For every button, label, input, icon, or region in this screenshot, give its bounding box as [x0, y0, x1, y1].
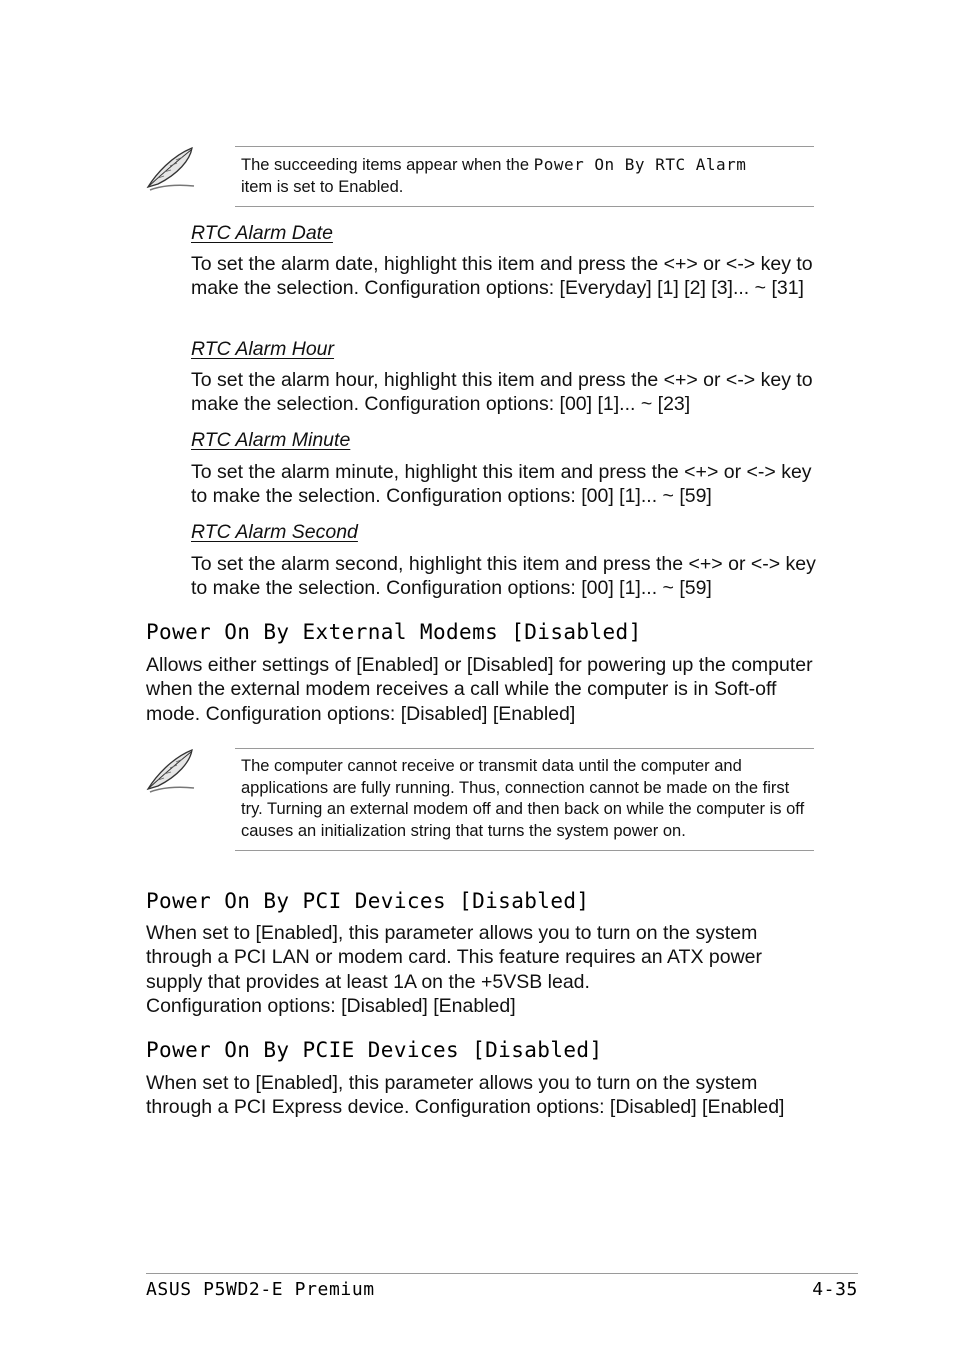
rtc-alarm-hour-body: To set the alarm hour, highlight this item and press the <+> or <-> key to make the selection. Configuration options: [00] [1]... ~ [23]	[191, 369, 813, 416]
rtc-alarm-minute-title: RTC Alarm Minute	[191, 429, 351, 451]
section-heading-pcie-devices: Power On By PCIE Devices [Disabled]	[146, 1038, 603, 1062]
rtc-alarm-date-title: RTC Alarm Date	[191, 222, 333, 244]
footer-page-number: 4-35	[812, 1279, 858, 1300]
footer-rule	[146, 1273, 858, 1274]
section-body-pci-devices: When set to [Enabled], this parameter allows you to turn on the system through a PCI LAN or modem card. This feature requires an ATX power supply that provides at least 1A on the +5VSB lead. Configuration options: [Disabled] [Enabled]	[146, 922, 762, 1017]
rtc-alarm-hour-title: RTC Alarm Hour	[191, 338, 335, 360]
section-body-pcie-devices: When set to [Enabled], this parameter allows you to turn on the system through a PCI Express device. Configuration options: [Disabled] [Enabled]	[146, 1072, 785, 1119]
rtc-alarm-minute-body: To set the alarm minute, highlight this item and press the <+> or <-> key to make the selection. Configuration options: [00] [1]... ~ [59]	[191, 461, 812, 508]
section-heading-pci-devices: Power On By PCI Devices [Disabled]	[146, 889, 590, 913]
note-item-name: Power On By RTC Alarm	[533, 155, 747, 174]
pen-note-icon	[146, 146, 198, 196]
section-heading-external-modems: Power On By External Modems [Disabled]	[146, 620, 642, 644]
rtc-alarm-date-body: To set the alarm date, highlight this item and press the <+> or <-> key to make the selection. Configuration options: [Everyday] [1] [2] [3]... ~ [31]	[191, 253, 813, 300]
rtc-alarm-second-title: RTC Alarm Second	[191, 521, 358, 543]
rtc-alarm-second-body: To set the alarm second, highlight this item and press the <+> or <-> key to make the selection. Configuration options: [00] [1]... ~ [59]	[191, 553, 816, 600]
pen-note-icon	[146, 748, 198, 798]
note-text: The computer cannot receive or transmit data until the computer and applications are fully running. Thus, connection cannot be made on the first try. Turning an external modem off and then back on while the computer is off causes an initialization string that turns the system power on.	[235, 748, 814, 851]
footer-product-name: ASUS P5WD2-E Premium	[146, 1279, 375, 1300]
section-body-external-modems: Allows either settings of [Enabled] or [Disabled] for powering up the computer when the external modem receives a call while the computer is in Soft-off mode. Configuration options: [Disabled] [Enabled]	[146, 654, 813, 725]
note-text: The succeeding items appear when the Power On By RTC Alarm item is set to Enabled.	[235, 146, 814, 207]
